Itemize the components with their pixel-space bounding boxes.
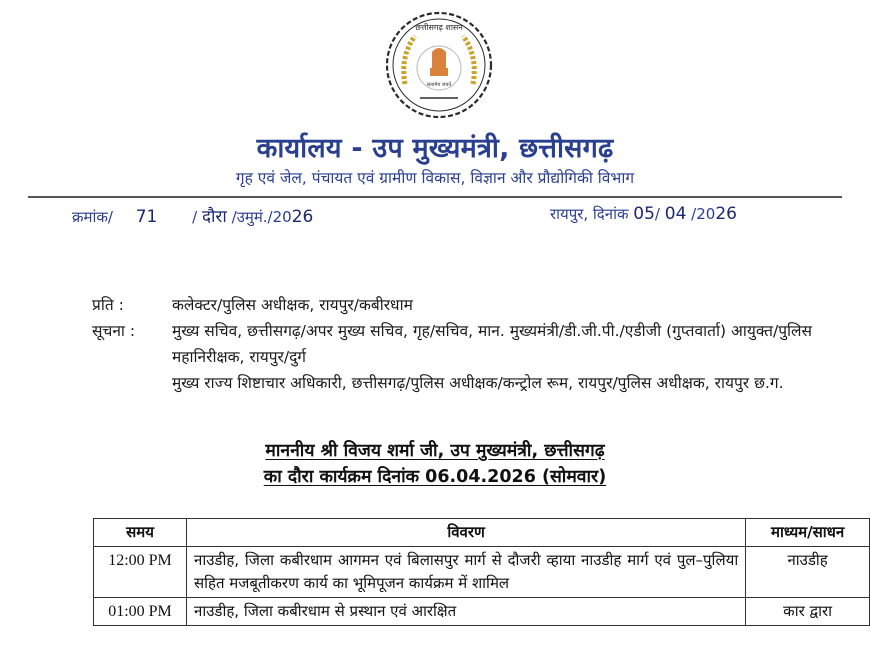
row-description: नाउडीह, जिला कबीरधाम से प्रस्थान एवं आरक्षित (187, 598, 746, 626)
row-time: 12:00 PM (94, 547, 187, 598)
date-year-prefix: 20 (696, 205, 716, 223)
header-time: समय (94, 519, 187, 547)
row-mode: नाउडीह (746, 547, 870, 598)
reference-year-suffix: 26 (291, 207, 314, 227)
program-title (0, 438, 870, 490)
date-month: 04 (664, 204, 687, 224)
header-description: विवरण (187, 519, 746, 547)
row-time: 01:00 PM (94, 598, 187, 626)
info-label: सूचना : (92, 322, 136, 340)
table-row (94, 547, 870, 598)
schedule-table (93, 518, 870, 626)
svg-text:छत्तीसगढ़ शासन: छत्तीसगढ़ शासन (415, 23, 463, 32)
svg-text:सत्यमेव जयते: सत्यमेव जयते (426, 82, 452, 88)
copy-to-text: कलेक्टर/पुलिस अधीक्षक, रायपुर/कबीरधाम (172, 296, 413, 314)
program-title-line-2: का दौरा कार्यक्रम दिनांक 06.04.2026 (सोमवार) (263, 467, 607, 487)
info-recipients-line: मुख्य सचिव, छत्तीसगढ़/अपर मुख्य सचिव, गृह/सचिव, मान. मुख्यमंत्री/डी.जी.पी./एडीजी (गुप्तवार्ता) आयुक्त/पुलिस महानिरीक्षक, रायपुर/दुर्ग (172, 322, 812, 366)
reference-number-value: 71 (135, 207, 158, 227)
department-line: गृह एवं जेल, पंचायत एवं ग्रामीण विकास, विज्ञान और प्रौद्योगिकी विभाग (235, 169, 635, 187)
letterhead-divider (28, 196, 842, 198)
reference-separator: / (192, 208, 198, 226)
issue-date: रायपुर, दिनांक 05/ 04 /2026 (550, 204, 737, 224)
info-recipients (172, 318, 812, 396)
date-day: 05 (633, 204, 655, 224)
row-description: नाउडीह, जिला कबीरधाम आगमन एवं बिलासपुर मार्ग से दौजरी व्हाया नाउडीह मार्ग एवं पुल–पुलिया सहित मजबूतीकरण कार्य का भूमिपूजन कार्यक्रम में शामिल (187, 547, 746, 598)
reference-type: दौरा (202, 207, 227, 227)
office-title: कार्यालय - उप मुख्यमंत्री, छत्तीसगढ़ (256, 133, 614, 164)
row-mode: कार द्वारा (746, 598, 870, 626)
header-mode: माध्यम/साधन (746, 519, 870, 547)
date-year-suffix: 26 (715, 204, 737, 224)
reference-suffix: /उमुमं./ (231, 208, 273, 226)
reference-label: क्रमांक/ (72, 208, 113, 226)
date-label: रायपुर, दिनांक (550, 205, 629, 223)
reference-year-prefix: 20 (272, 208, 292, 226)
copy-to-label: प्रति : (92, 296, 124, 314)
table-row (94, 598, 870, 626)
info-recipients-line: मुख्य राज्य शिष्टाचार अधिकारी, छत्तीसगढ़/पुलिस अधीक्षक/कन्ट्रोल रूम, रायपुर/पुलिस अधीक्षक, रायपुर छ.ग. (172, 374, 784, 392)
program-title-line-1: माननीय श्री विजय शर्मा जी, उप मुख्यमंत्री, छत्तीसगढ़ (265, 441, 605, 461)
table-header-row (94, 519, 870, 547)
reference-number (72, 204, 313, 227)
chhattisgarh-government-emblem-icon (380, 6, 498, 124)
